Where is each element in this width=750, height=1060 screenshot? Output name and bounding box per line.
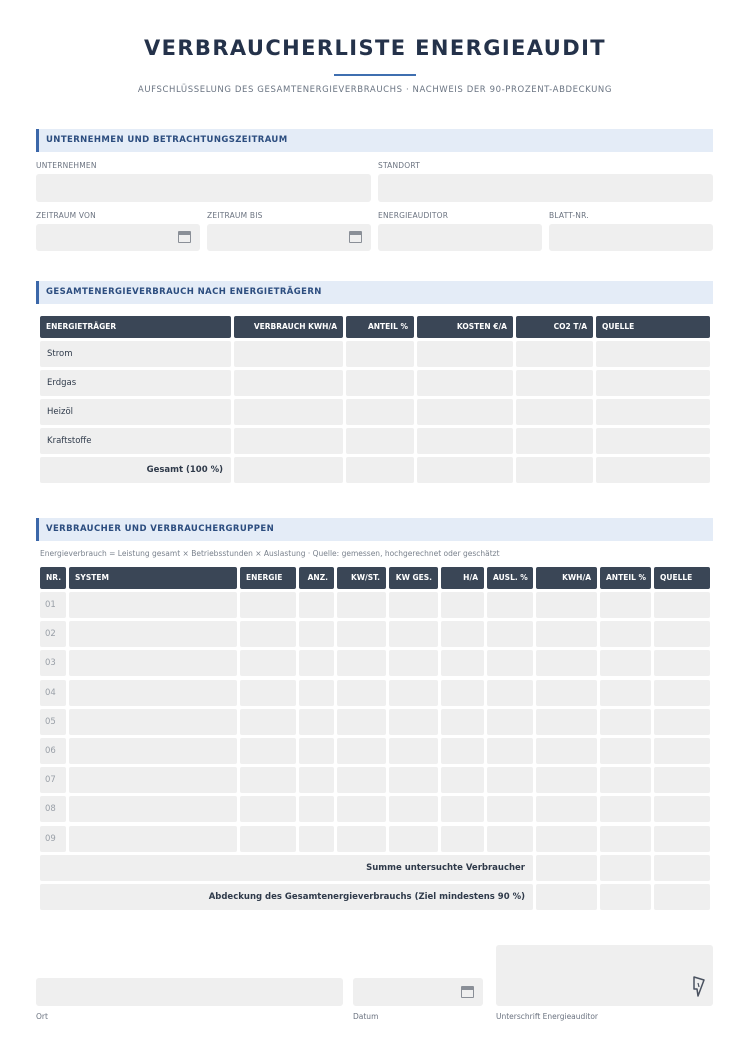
label-standort: STANDORT <box>378 161 421 170</box>
pen-icon <box>691 975 707 999</box>
consumer-input-cell[interactable] <box>536 767 597 793</box>
consumer-input-cell[interactable] <box>337 592 386 618</box>
consumer-input-cell[interactable] <box>536 709 597 735</box>
energy-carrier-label: Strom <box>40 341 231 367</box>
energy-carrier-input-cell[interactable] <box>417 428 513 454</box>
section-heading-energy-carriers: GESAMTENERGIEVERBRAUCH NACH ENERGIETRÄGERN <box>36 281 713 304</box>
consumer-input-cell[interactable] <box>69 709 237 735</box>
energy-carrier-input-cell[interactable] <box>516 399 593 425</box>
energy-carrier-input-cell[interactable] <box>596 370 710 396</box>
energy-carrier-input-cell[interactable] <box>234 399 343 425</box>
consumer-input-cell[interactable] <box>240 738 296 764</box>
energy-carrier-input-cell[interactable] <box>417 370 513 396</box>
consumer-input-cell[interactable] <box>69 680 237 706</box>
energy-carrier-input-cell[interactable] <box>516 341 593 367</box>
column-header: KW GES. <box>389 567 438 589</box>
energy-carrier-input-cell[interactable] <box>346 341 414 367</box>
formula-note: Energieverbrauch = Leistung gesamt × Betriebsstunden × Auslastung · Quelle: gemessen, hochgerechnet oder geschätzt <box>40 549 500 558</box>
consumer-input-cell[interactable] <box>337 680 386 706</box>
consumer-input-cell[interactable] <box>389 709 438 735</box>
consumer-input-cell[interactable] <box>240 767 296 793</box>
energieauditor-field[interactable] <box>378 224 542 251</box>
total-input-cell[interactable] <box>234 457 343 483</box>
unternehmen-field[interactable] <box>36 174 371 202</box>
zeitraum-von-field[interactable] <box>36 224 200 251</box>
energy-carrier-input-cell[interactable] <box>596 428 710 454</box>
energy-carrier-input-cell[interactable] <box>346 370 414 396</box>
summary-input-cell[interactable] <box>654 855 710 881</box>
column-header: H/A <box>441 567 484 589</box>
energy-carrier-input-cell[interactable] <box>234 370 343 396</box>
consumer-input-cell[interactable] <box>487 767 533 793</box>
consumer-input-cell[interactable] <box>600 767 651 793</box>
calendar-icon[interactable] <box>349 231 362 243</box>
column-header: AUSL. % <box>487 567 533 589</box>
consumer-input-cell[interactable] <box>654 738 710 764</box>
page-title: VERBRAUCHERLISTE ENERGIEAUDIT <box>143 36 607 60</box>
consumer-input-cell[interactable] <box>487 796 533 822</box>
consumer-input-cell[interactable] <box>487 621 533 647</box>
total-input-cell[interactable] <box>596 457 710 483</box>
column-header: ENERGIETRÄGER <box>40 316 231 338</box>
calendar-icon[interactable] <box>461 986 474 998</box>
consumer-input-cell[interactable] <box>299 826 334 852</box>
consumer-input-cell[interactable] <box>487 592 533 618</box>
energy-carrier-input-cell[interactable] <box>417 399 513 425</box>
consumer-input-cell[interactable] <box>441 826 484 852</box>
consumer-input-cell[interactable] <box>536 621 597 647</box>
consumer-input-cell[interactable] <box>69 796 237 822</box>
label-unternehmen: UNTERNEHMEN <box>36 161 97 170</box>
consumer-input-cell[interactable] <box>600 796 651 822</box>
summary-input-cell[interactable] <box>536 884 597 910</box>
consumer-input-cell[interactable] <box>337 796 386 822</box>
row-number: 05 <box>40 709 66 735</box>
consumer-input-cell[interactable] <box>389 592 438 618</box>
consumer-input-cell[interactable] <box>654 826 710 852</box>
row-number: 09 <box>40 826 66 852</box>
consumer-input-cell[interactable] <box>240 592 296 618</box>
energy-carrier-input-cell[interactable] <box>234 428 343 454</box>
summary-input-cell[interactable] <box>654 884 710 910</box>
consumer-input-cell[interactable] <box>536 826 597 852</box>
row-number: 02 <box>40 621 66 647</box>
summary-input-cell[interactable] <box>536 855 597 881</box>
total-input-cell[interactable] <box>516 457 593 483</box>
row-number: 01 <box>40 592 66 618</box>
consumer-input-cell[interactable] <box>69 592 237 618</box>
consumer-input-cell[interactable] <box>654 592 710 618</box>
consumer-input-cell[interactable] <box>441 650 484 676</box>
label-datum: Datum <box>353 1012 379 1021</box>
label-zeitraum-von: ZEITRAUM VON <box>36 211 96 220</box>
energy-carrier-input-cell[interactable] <box>516 428 593 454</box>
consumer-input-cell[interactable] <box>69 767 237 793</box>
consumer-input-cell[interactable] <box>654 650 710 676</box>
consumer-input-cell[interactable] <box>536 592 597 618</box>
consumer-input-cell[interactable] <box>389 650 438 676</box>
consumer-input-cell[interactable] <box>441 592 484 618</box>
consumer-input-cell[interactable] <box>69 621 237 647</box>
label-ort: Ort <box>36 1012 48 1021</box>
column-header: KOSTEN €/A <box>417 316 513 338</box>
sum-row-label: Summe untersuchte Verbraucher <box>40 855 533 881</box>
consumer-input-cell[interactable] <box>441 738 484 764</box>
column-header: ANTEIL % <box>346 316 414 338</box>
energy-carrier-input-cell[interactable] <box>596 399 710 425</box>
consumer-input-cell[interactable] <box>654 621 710 647</box>
energy-carrier-label: Erdgas <box>40 370 231 396</box>
page-subtitle: AUFSCHLÜSSELUNG DES GESAMTENERGIEVERBRAUCHS · NACHWEIS DER 90-PROZENT-ABDECKUNG <box>137 85 613 95</box>
consumer-input-cell[interactable] <box>240 709 296 735</box>
consumer-input-cell[interactable] <box>299 738 334 764</box>
consumer-input-cell[interactable] <box>441 621 484 647</box>
label-unterschrift: Unterschrift Energieauditor <box>496 1012 598 1021</box>
consumer-input-cell[interactable] <box>240 680 296 706</box>
consumer-input-cell[interactable] <box>600 680 651 706</box>
row-number: 08 <box>40 796 66 822</box>
consumer-input-cell[interactable] <box>487 680 533 706</box>
consumer-input-cell[interactable] <box>299 709 334 735</box>
consumer-input-cell[interactable] <box>600 738 651 764</box>
energy-carrier-input-cell[interactable] <box>346 428 414 454</box>
consumer-input-cell[interactable] <box>299 680 334 706</box>
row-number: 03 <box>40 650 66 676</box>
consumer-input-cell[interactable] <box>654 680 710 706</box>
consumer-input-cell[interactable] <box>69 826 237 852</box>
consumer-input-cell[interactable] <box>69 650 237 676</box>
column-header: QUELLE <box>654 567 710 589</box>
energy-carrier-input-cell[interactable] <box>417 341 513 367</box>
consumer-input-cell[interactable] <box>600 709 651 735</box>
consumer-input-cell[interactable] <box>299 796 334 822</box>
column-header: KWH/A <box>536 567 597 589</box>
consumer-input-cell[interactable] <box>654 767 710 793</box>
consumer-input-cell[interactable] <box>337 621 386 647</box>
consumer-input-cell[interactable] <box>337 767 386 793</box>
consumer-input-cell[interactable] <box>69 738 237 764</box>
consumer-input-cell[interactable] <box>536 650 597 676</box>
consumer-input-cell[interactable] <box>536 680 597 706</box>
column-header: ENERGIE <box>240 567 296 589</box>
row-number: 07 <box>40 767 66 793</box>
consumer-input-cell[interactable] <box>487 709 533 735</box>
consumer-input-cell[interactable] <box>600 621 651 647</box>
column-header: SYSTEM <box>69 567 237 589</box>
zeitraum-bis-field[interactable] <box>207 224 371 251</box>
total-input-cell[interactable] <box>346 457 414 483</box>
section-heading-company: UNTERNEHMEN UND BETRACHTUNGSZEITRAUM <box>36 129 713 152</box>
consumer-input-cell[interactable] <box>441 767 484 793</box>
energy-carrier-input-cell[interactable] <box>596 341 710 367</box>
consumer-input-cell[interactable] <box>337 650 386 676</box>
consumer-input-cell[interactable] <box>487 826 533 852</box>
blatt-nr-field[interactable] <box>549 224 713 251</box>
label-energieauditor: ENERGIEAUDITOR <box>378 211 449 220</box>
total-input-cell[interactable] <box>417 457 513 483</box>
signature-field[interactable] <box>496 945 713 1006</box>
column-header: ANZ. <box>299 567 334 589</box>
consumer-input-cell[interactable] <box>441 709 484 735</box>
consumer-input-cell[interactable] <box>299 767 334 793</box>
consumer-input-cell[interactable] <box>389 767 438 793</box>
consumer-input-cell[interactable] <box>441 680 484 706</box>
consumer-input-cell[interactable] <box>536 738 597 764</box>
column-header: ANTEIL % <box>600 567 651 589</box>
row-number: 06 <box>40 738 66 764</box>
standort-field[interactable] <box>378 174 713 202</box>
column-header: KW/ST. <box>337 567 386 589</box>
column-header: QUELLE <box>596 316 710 338</box>
datum-field[interactable] <box>353 978 483 1006</box>
row-number: 04 <box>40 680 66 706</box>
coverage-row-label: Abdeckung des Gesamtenergieverbrauchs (Ziel mindestens 90 %) <box>40 884 533 910</box>
energy-carrier-input-cell[interactable] <box>516 370 593 396</box>
consumer-input-cell[interactable] <box>654 709 710 735</box>
column-header: VERBRAUCH KWH/A <box>234 316 343 338</box>
consumer-input-cell[interactable] <box>654 796 710 822</box>
consumer-input-cell[interactable] <box>389 826 438 852</box>
title-divider <box>334 74 416 76</box>
consumer-input-cell[interactable] <box>487 738 533 764</box>
consumer-input-cell[interactable] <box>337 826 386 852</box>
consumer-input-cell[interactable] <box>600 650 651 676</box>
consumer-input-cell[interactable] <box>240 650 296 676</box>
consumer-input-cell[interactable] <box>441 796 484 822</box>
consumer-input-cell[interactable] <box>600 592 651 618</box>
consumer-input-cell[interactable] <box>240 621 296 647</box>
consumer-input-cell[interactable] <box>487 650 533 676</box>
energy-carrier-input-cell[interactable] <box>346 399 414 425</box>
consumer-input-cell[interactable] <box>240 826 296 852</box>
consumer-input-cell[interactable] <box>299 592 334 618</box>
energy-carrier-label: Heizöl <box>40 399 231 425</box>
consumer-input-cell[interactable] <box>337 709 386 735</box>
consumer-input-cell[interactable] <box>536 796 597 822</box>
summary-input-cell[interactable] <box>600 855 651 881</box>
consumer-input-cell[interactable] <box>600 826 651 852</box>
consumer-input-cell[interactable] <box>299 650 334 676</box>
consumer-input-cell[interactable] <box>389 621 438 647</box>
consumer-input-cell[interactable] <box>337 738 386 764</box>
section-heading-consumers: VERBRAUCHER UND VERBRAUCHERGRUPPEN <box>36 518 713 541</box>
ort-field[interactable] <box>36 978 343 1006</box>
consumer-input-cell[interactable] <box>389 796 438 822</box>
consumer-input-cell[interactable] <box>299 621 334 647</box>
consumer-input-cell[interactable] <box>240 796 296 822</box>
summary-input-cell[interactable] <box>600 884 651 910</box>
total-row-label: Gesamt (100 %) <box>40 457 231 483</box>
label-zeitraum-bis: ZEITRAUM BIS <box>207 211 263 220</box>
label-blatt-nr: BLATT-NR. <box>549 211 589 220</box>
column-header: CO2 T/A <box>516 316 593 338</box>
energy-carrier-label: Kraftstoffe <box>40 428 231 454</box>
energy-carrier-input-cell[interactable] <box>234 341 343 367</box>
column-header: NR. <box>40 567 66 589</box>
calendar-icon[interactable] <box>178 231 191 243</box>
consumer-input-cell[interactable] <box>389 680 438 706</box>
consumer-input-cell[interactable] <box>389 738 438 764</box>
